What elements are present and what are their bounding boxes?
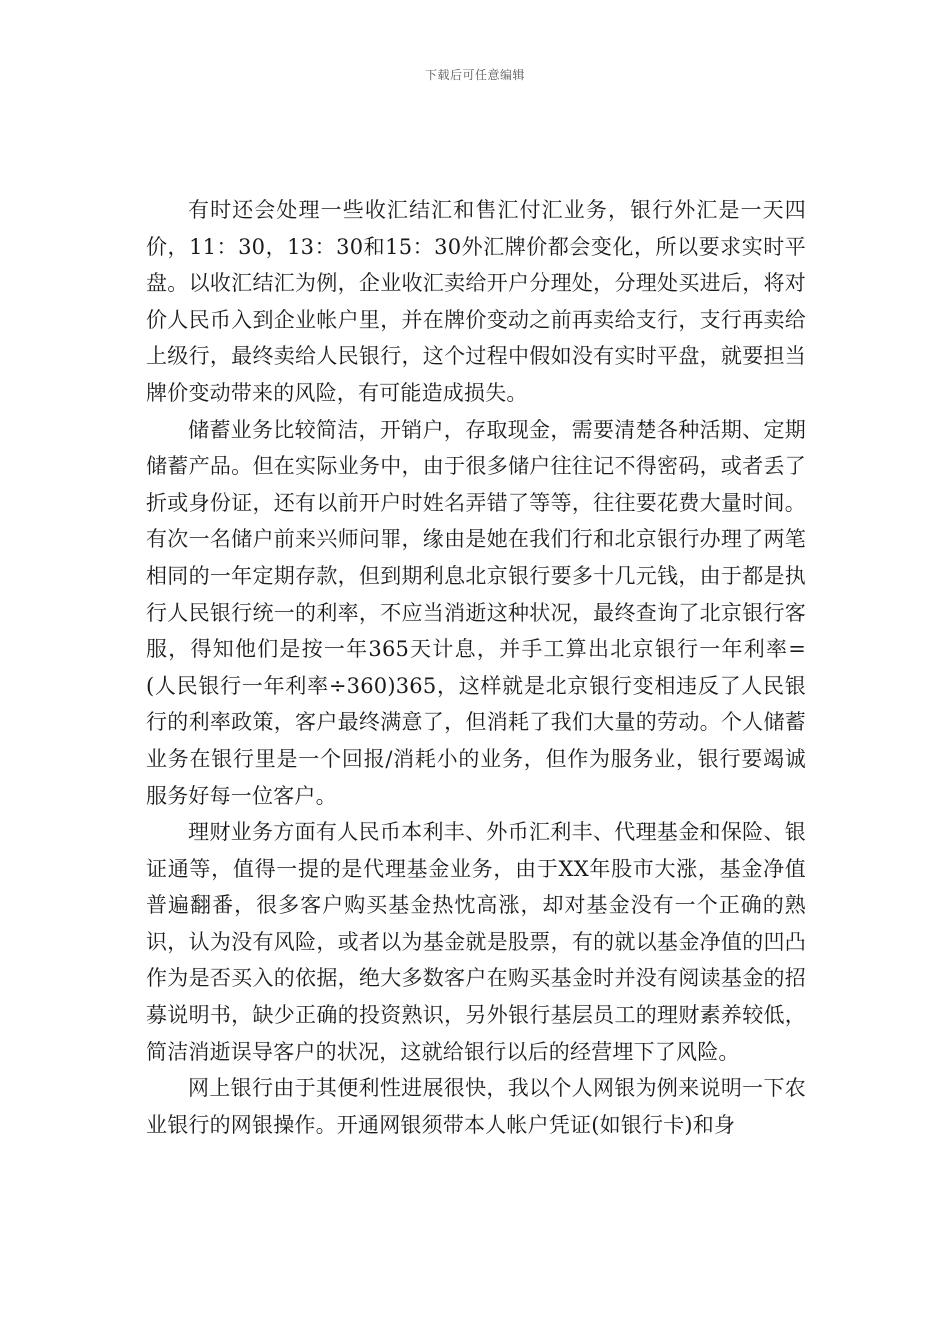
document-body: [146, 192, 806, 1143]
paragraph-savings: 储蓄业务比较简洁，开销户，存取现金，需要清楚各种活期、定期储蓄产品。但在实际业务中，由于很多储户往往记不得密码，或者丢了折或身份证，还有以前开户时姓名弄错了等等，往往要花费大量时间。有次一名储户前来兴师问罪，缘由是她在我们行和北京银行办理了两笔相同的一年定期存款，但到期利息北京银行要多十几元钱，由于都是执行人民银行统一的利率，不应当消逝这种状况，最终查询了北京银行客服，得知他们是按一年365天计息，并手工算出北京银行一年利率=(人民银行一年利率÷360)365，这样就是北京银行变相违反了人民银行的利率政策，客户最终满意了，但消耗了我们大量的劳动。个人储蓄业务在银行里是一个回报/消耗小的业务，但作为服务业，银行要竭诚服务好每一位客户。: [146, 417, 806, 808]
paragraph-online-banking: 网上银行由于其便利性进展很快，我以个人网银为例来说明一下农业银行的网银操作。开通网银须带本人帐户凭证(如银行卡)和身: [146, 1076, 806, 1137]
paragraph-wealth-management: 理财业务方面有人民币本利丰、外币汇利丰、代理基金和保险、银证通等，值得一提的是代理基金业务，由于XX年股市大涨，基金净值普遍翻番，很多客户购买基金热忱高涨，却对基金没有一个正确的熟识，认为没有风险，或者以为基金就是股票，有的就以基金净值的凹凸作为是否买入的依据，绝大多数客户在购买基金时并没有阅读基金的招募说明书，缺少正确的投资熟识，另外银行基层员工的理财素养较低，简洁消逝误导客户的状况，这就给银行以后的经营埋下了风险。: [146, 820, 806, 1064]
page-header: 下载后可任意编辑: [424, 68, 525, 82]
paragraph-forex: 有时还会处理一些收汇结汇和售汇付汇业务，银行外汇是一天四价，11：30，13：30和15：30外汇牌价都会变化，所以要求实时平盘。以收汇结汇为例，企业收汇卖给开户分理处，分理处买进后，将对价人民币入到企业帐户里，并在牌价变动之前再卖给支行，支行再卖给上级行，最终卖给人民银行，这个过程中假如没有实时平盘，就要担当牌价变动带来的风险，有可能造成损失。: [146, 198, 806, 405]
